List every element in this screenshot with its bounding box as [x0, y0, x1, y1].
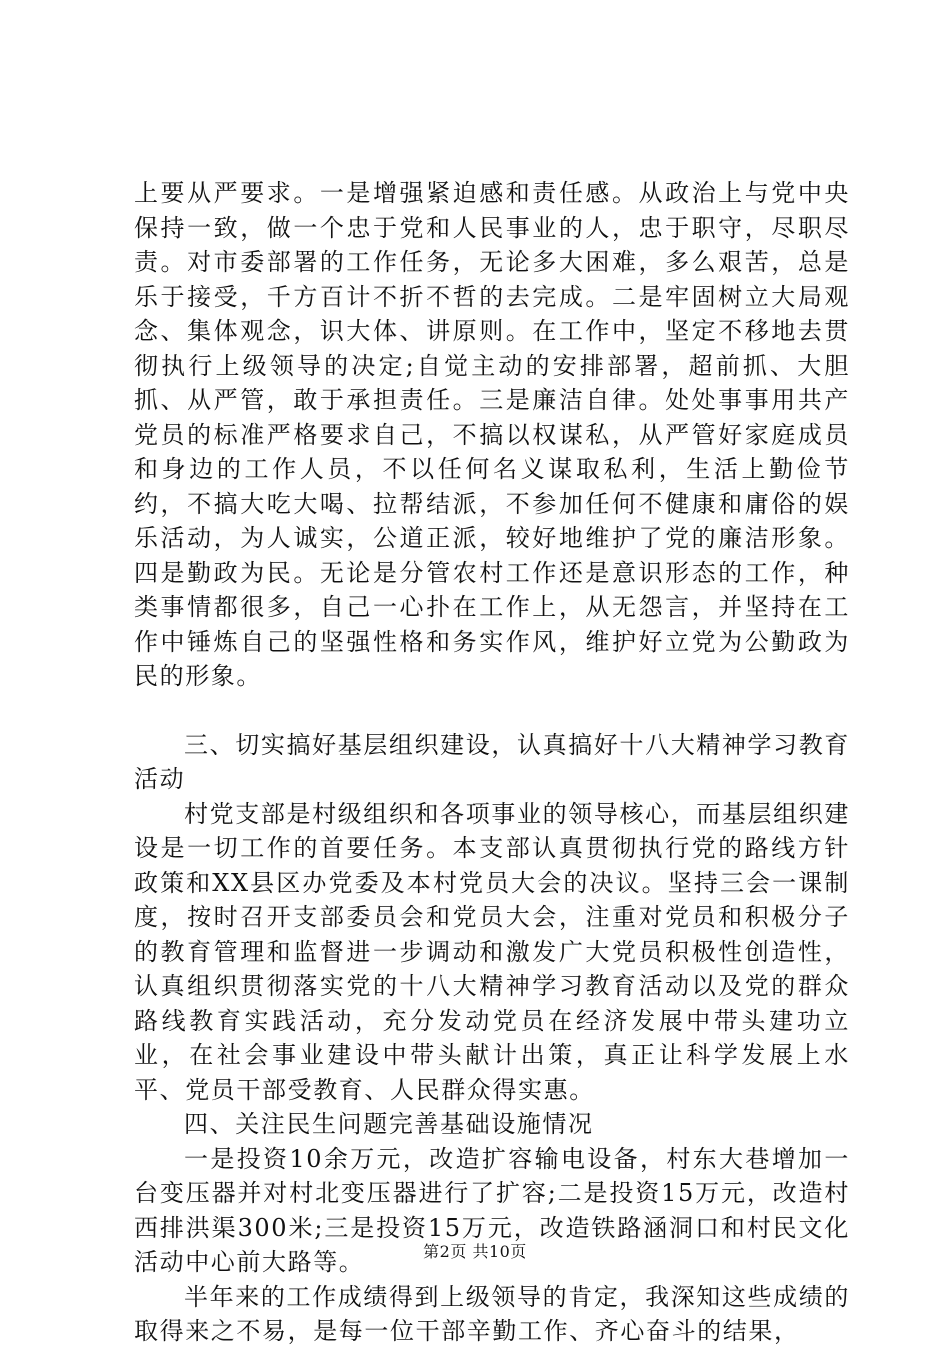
section-heading-4: 四、关注民生问题完善基础设施情况 — [184, 1110, 594, 1138]
paragraph-spacer — [134, 694, 850, 728]
body-paragraph-1: 上要从严要求。一是增强紧迫感和责任感。从政治上与党中央保持一致，做一个忠于党和人民事业的人，忠于职守，尽职尽责。对市委部署的工作任务，无论多大困难，多么艰苦，总是乐于接受，千方百计不折不哲的去完成。二是牢固树立大局观念、集体观念，识大体、讲原则。在工作中，坚定不移地去贯彻执行上级领导的决定;自觉主动的安排部署，超前抓、大胆抓、从严管，敢于承担责任。三是廉洁自律。处处事事用共产党员的标准严格要求自己，不搞以权谋私，从严管好家庭成员和身边的工作人员，不以任何名义谋取私利，生活上勤俭节约，不搞大吃大喝、拉帮结派，不参加任何不健康和庸俗的娱乐活动，为人诚实，公道正派，较好地维护了党的廉洁形象。四是勤政为民。无论是分管农村工作还是意识形态的工作，种类事情都很多，自己一心扑在工作上，从无怨言，并坚持在工作中锤炼自己的坚强性格和务实作风，维护好立党为公勤政为民的形象。 — [134, 179, 850, 690]
body-paragraph-3: 一是投资10余万元，改造扩容输电设备，村东大巷增加一台变压器并对村北变压器进行了扩容;二是投资15万元，改造村西排洪渠300米;三是投资15万元，改造铁路涵洞口和村民文化活动中心前大路等。 — [134, 1144, 850, 1276]
document-body — [134, 176, 850, 1349]
section-heading-3: 三、切实搞好基层组织建设，认真搞好十八大精神学习教育活动 — [134, 730, 850, 793]
body-paragraph-4: 半年来的工作成绩得到上级领导的肯定，我深知这些成绩的取得来之不易，是每一位干部辛勤工作、齐心奋斗的结果， — [134, 1282, 850, 1345]
body-paragraph-2: 村党支部是村级组织和各项事业的领导核心，而基层组织建设是一切工作的首要任务。本支部认真贯彻执行党的路线方针政策和XX县区办党委及本村党员大会的决议。坚持三会一课制度，按时召开支部委员会和党员大会，注重对党员和积极分子的教育管理和监督进一步调动和激发广大党员积极性创造性，认真组织贯彻落实党的十八大精神学习教育活动以及党的群众路线教育实践活动，充分发动党员在经济发展中带头建功立业，在社会事业建设中带头献计出策，真正让科学发展上水平、党员干部受教育、人民群众得实惠。 — [134, 799, 850, 1104]
page-number-footer: 第2页 共10页 — [423, 1242, 527, 1261]
